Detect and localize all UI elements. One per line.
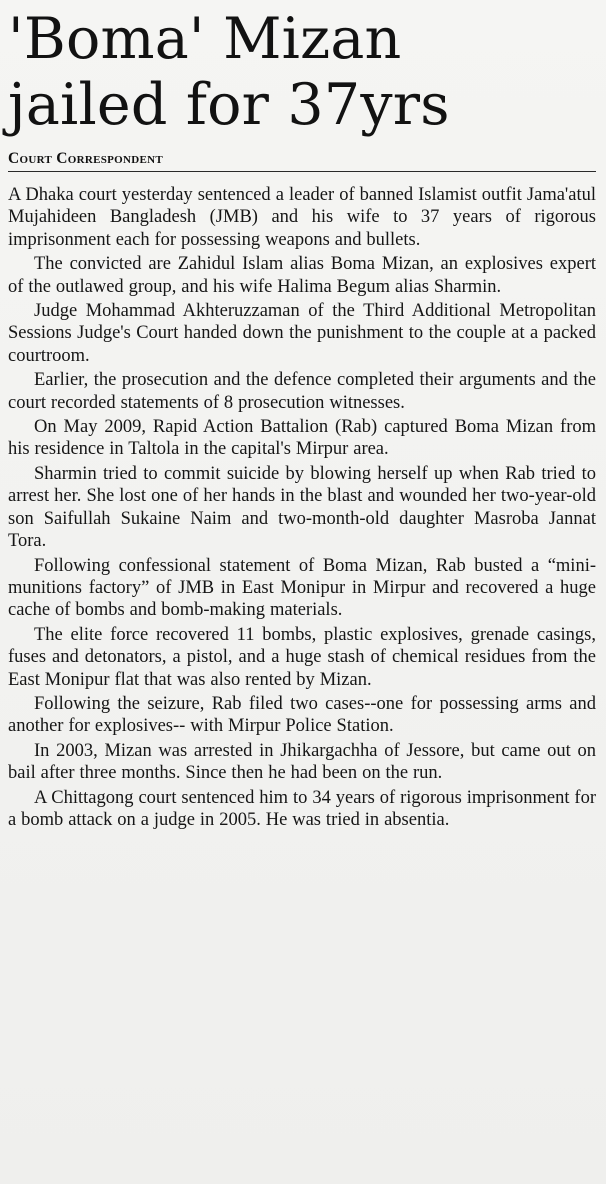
paragraph-9: Following the seizure, Rab filed two cases--one for possessing arms and another for explosives-- with Mirpur Police Station. xyxy=(8,693,596,737)
paragraph-5: On May 2009, Rapid Action Battalion (Rab) captured Boma Mizan from his residence in Taltola in the capital's Mirpur area. xyxy=(8,417,596,460)
paragraph-4: Earlier, the prosecution and the defence completed their arguments and the court recorded statements of 8 prosecution witnesses. xyxy=(8,370,596,413)
paragraph-1: A Dhaka court yesterday sentenced a leader of banned Islamist outfit Jama'atul Mujahideen Bangladesh (JMB) and his wife to 37 years of rigorous imprisonment each for possessing weapons and bullets. xyxy=(8,185,596,250)
headline xyxy=(8,6,596,138)
headline-line-2: jailed for 37yrs xyxy=(8,72,450,138)
byline: Court Correspondent xyxy=(8,150,596,172)
paragraph-8: The elite force recovered 11 bombs, plastic explosives, grenade casings, fuses and detonators, a pistol, and a huge stash of chemical residues from the East Monipur flat that was also rented by Mizan. xyxy=(8,624,596,690)
paragraph-10: In 2003, Mizan was arrested in Jhikargachha of Jessore, but came out on bail after three months. Since then he had been on the run. xyxy=(8,740,596,784)
paragraph-6: Sharmin tried to commit suicide by blowing herself up when Rab tried to arrest her. She lost one of her hands in the blast and wounded her two-year-old son Saifullah Sukaine Naim and two-month-old daughter Masroba Jannat Tora. xyxy=(8,463,596,552)
paragraph-11: A Chittagong court sentenced him to 34 years of rigorous imprisonment for a bomb attack on a judge in 2005. He was tried in absentia. xyxy=(8,787,596,830)
headline-line-1: 'Boma' Mizan xyxy=(8,6,402,72)
paragraph-3: Judge Mohammad Akhteruzzaman of the Third Additional Metropolitan Sessions Judge's Court handed down the punishment to the couple at a packed courtroom. xyxy=(8,301,596,366)
article-body xyxy=(8,184,596,831)
paragraph-7: Following confessional statement of Boma Mizan, Rab busted a “mini-munitions factory” of JMB in East Monipur in Mirpur and recovered a huge cache of bombs and bomb-making materials. xyxy=(8,555,596,621)
paragraph-2: The convicted are Zahidul Islam alias Boma Mizan, an explosives expert of the outlawed group, and his wife Halima Begum alias Sharmin. xyxy=(8,254,596,297)
